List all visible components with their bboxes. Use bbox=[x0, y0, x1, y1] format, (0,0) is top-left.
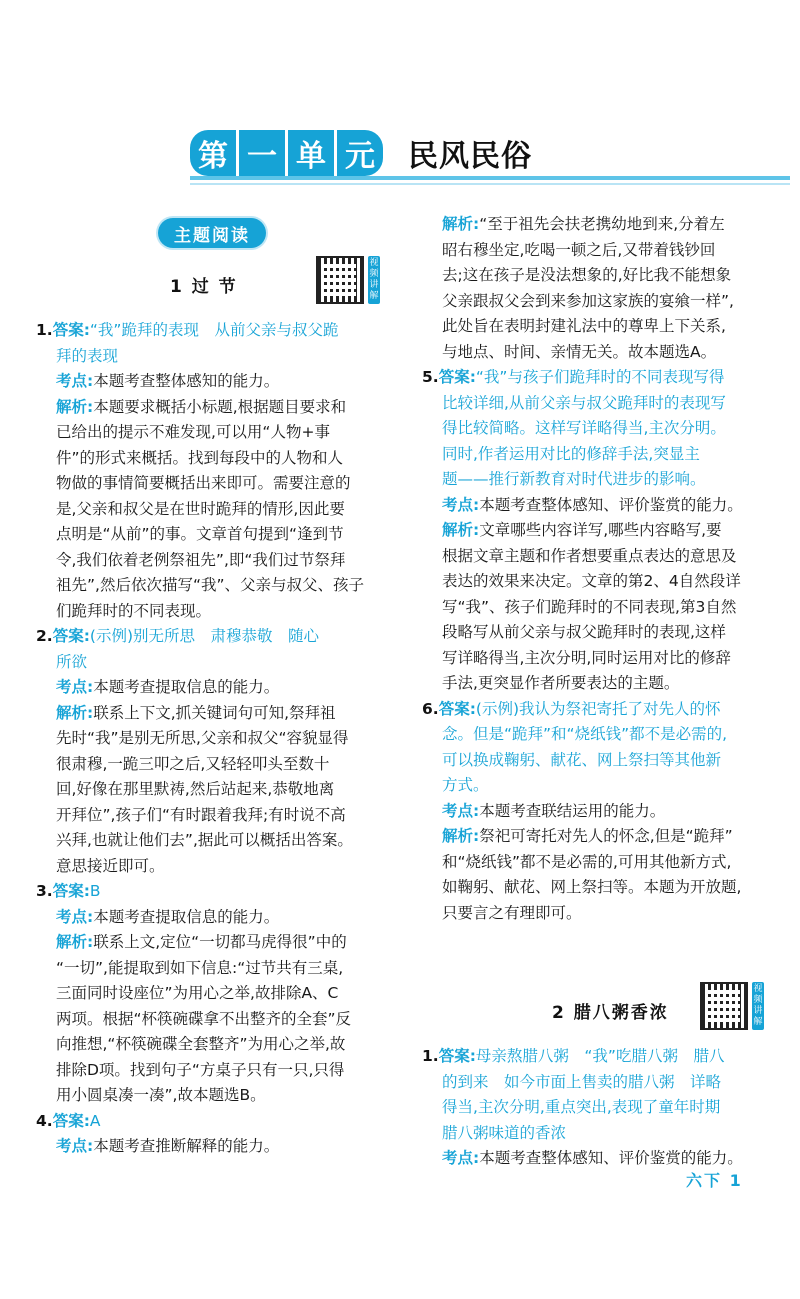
question-3-point: 考点:本题考查提取信息的能力。 bbox=[56, 907, 280, 926]
analysis-line: 只要言之有理即可。 bbox=[442, 903, 582, 922]
question-3-answer: 3.答案:B bbox=[36, 882, 101, 900]
qr-code-icon[interactable] bbox=[316, 256, 364, 304]
analysis-line: 先时“我”是别无所思,父亲和叔父“容貌显得 bbox=[56, 729, 349, 747]
banner-divider bbox=[190, 176, 790, 180]
analysis-line: 父亲跟叔父会到来参加这家族的宴飨一样”, bbox=[442, 291, 734, 310]
right-column bbox=[422, 212, 784, 926]
unit-char: 单 bbox=[288, 130, 334, 176]
lesson-1-title: 1 过 节 bbox=[170, 277, 238, 297]
analysis-line: 写详略得当,主次分明,同时运用对比的修辞 bbox=[442, 648, 731, 667]
analysis-line: 点明是“从前”的事。文章首句提到“逢到节 bbox=[56, 525, 344, 543]
question-6-analysis: 解析:祭祀可寄托对先人的怀念,但是“跪拜” bbox=[442, 827, 733, 845]
qr-code-icon[interactable] bbox=[700, 982, 748, 1030]
unit-char: 一 bbox=[239, 130, 285, 176]
analysis-line: “一切”,能提取到如下信息:“过节共有三桌, bbox=[56, 958, 344, 977]
analysis-line: 很肃穆,一跪三叩之后,又轻轻叩头至数十 bbox=[56, 754, 330, 773]
lesson-2-block bbox=[422, 1044, 784, 1172]
unit-char: 第 bbox=[190, 130, 236, 176]
answer-line: 方式。 bbox=[442, 776, 489, 794]
left-column bbox=[36, 318, 410, 1160]
lesson-2-question-1-point: 考点:本题考查整体感知、评价鉴赏的能力。 bbox=[442, 1149, 743, 1167]
answer-line: 的到来 如今市面上售卖的腊八粥 详略 bbox=[442, 1072, 722, 1091]
analysis-line: 是,父亲和叔父是在世时跪拜的情形,因此要 bbox=[56, 499, 345, 518]
question-1-point: 考点:本题考查整体感知的能力。 bbox=[56, 372, 280, 390]
theme-reading-badge: 主题阅读 bbox=[158, 218, 266, 248]
analysis-line: 根据文章主题和作者想要重点表达的意思及 bbox=[442, 546, 737, 565]
lesson-2-title: 2 腊八粥香浓 bbox=[552, 1003, 669, 1023]
question-2-answer: 2.答案:(示例)别无所思 肃穆恭敬 随心 bbox=[36, 627, 319, 645]
page-number: 六下 1 bbox=[686, 1171, 743, 1190]
question-1-analysis: 解析:本题要求概括小标题,根据题目要求和 bbox=[56, 397, 347, 416]
unit-banner bbox=[190, 130, 532, 176]
video-explain-label: 视频讲解 bbox=[368, 256, 380, 304]
analysis-line: 写“我”、孩子们跪拜时的不同表现,第3自然 bbox=[442, 597, 737, 616]
analysis-line: 向推想,“杯筷碗碟全套整齐”为用心之举,故 bbox=[56, 1035, 346, 1053]
answer-line: 得当,主次分明,重点突出,表现了童年时期 bbox=[442, 1098, 721, 1116]
question-1-answer: 1.答案:“我”跪拜的表现 从前父亲与叔父跪 bbox=[36, 321, 339, 339]
lesson-2-question-1-answer: 1.答案:母亲熬腊八粥 “我”吃腊八粥 腊八 bbox=[422, 1047, 725, 1065]
analysis-line: 如鞠躬、献花、网上祭扫等。本题为开放题, bbox=[442, 878, 742, 896]
answer-line: 念。但是“跪拜”和“烧纸钱”都不是必需的, bbox=[442, 725, 728, 743]
question-2-point: 考点:本题考查提取信息的能力。 bbox=[56, 678, 280, 696]
analysis-line: 件”的形式来概括。找到每段中的人物和人 bbox=[56, 448, 344, 467]
answer-line: 比较详细,从前父亲与叔父跪拜时的表现写 bbox=[442, 393, 726, 412]
analysis-line: 物做的事情简要概括出来即可。需要注意的 bbox=[56, 474, 351, 492]
analysis-line: 兴拜,也就让他们去”,据此可以概括出答案。 bbox=[56, 831, 353, 849]
analysis-line: 意思接近即可。 bbox=[56, 856, 165, 875]
analysis-line: 已给出的提示不难发现,可以用“人物+事 bbox=[56, 423, 330, 441]
question-6-point: 考点:本题考查联结运用的能力。 bbox=[442, 801, 666, 820]
analysis-line: 段略写从前父亲与叔父跪拜时的表现,这样 bbox=[442, 623, 726, 641]
question-3-analysis: 解析:联系上文,定位“一切都马虎得很”中的 bbox=[56, 933, 347, 951]
question-4-point: 考点:本题考查推断解释的能力。 bbox=[56, 1137, 280, 1155]
banner-divider bbox=[190, 183, 790, 185]
analysis-line: 两项。根据“杯筷碗碟拿不出整齐的全套”反 bbox=[56, 1009, 352, 1028]
unit-char: 元 bbox=[337, 130, 383, 176]
analysis-line: 祖先”,然后依次描写“我”、父亲与叔父、孩子 bbox=[56, 576, 365, 594]
answer-line: 所欲 bbox=[56, 652, 88, 671]
question-4-analysis: 解析:“至于祖先会扶老携幼地到来,分着左 bbox=[442, 215, 725, 233]
question-5-point: 考点:本题考查整体感知、评价鉴赏的能力。 bbox=[442, 495, 743, 514]
analysis-line: 手法,更突显作者所要表达的主题。 bbox=[442, 674, 680, 692]
analysis-line: 三面同时设座位”为用心之举,故排除A、C bbox=[56, 984, 339, 1002]
answer-line: 得比较简略。这样写详略得当,主次分明。 bbox=[442, 419, 726, 437]
question-2-analysis: 解析:联系上下文,抓关键词句可知,祭拜祖 bbox=[56, 703, 336, 722]
question-6-answer: 6.答案:(示例)我认为祭祀寄托了对先人的怀 bbox=[422, 699, 721, 718]
analysis-line: 和“烧纸钱”都不是必需的,可用其他新方式, bbox=[442, 852, 732, 871]
analysis-line: 令,我们依着老例祭祖先”,即“我们过节祭拜 bbox=[56, 550, 346, 569]
analysis-line: 回,好像在那里默祷,然后站起来,恭敬地离 bbox=[56, 780, 335, 798]
answer-line: 同时,作者运用对比的修辞手法,突显主 bbox=[442, 444, 700, 463]
unit-title: 民风民俗 bbox=[408, 139, 532, 174]
video-explain-label: 视频讲解 bbox=[752, 982, 764, 1030]
analysis-line: 排除D项。找到句子“方桌子只有一只,只得 bbox=[56, 1060, 345, 1079]
analysis-line: 与地点、时间、亲情无关。故本题选A。 bbox=[442, 342, 717, 361]
analysis-line: 开拜位”,孩子们“有时跟着我拜;有时说不高 bbox=[56, 805, 346, 824]
analysis-line: 此处旨在表明封建礼法中的尊卑上下关系, bbox=[442, 317, 726, 335]
answer-line: 拜的表现 bbox=[56, 346, 119, 365]
answer-line: 题——推行新教育对时代进步的影响。 bbox=[442, 470, 706, 488]
analysis-line: 们跪拜时的不同表现。 bbox=[56, 601, 212, 620]
analysis-line: 去;这在孩子是没法想象的,好比我不能想象 bbox=[442, 266, 732, 284]
answer-line: 可以换成鞠躬、献花、网上祭扫等其他新 bbox=[442, 750, 722, 769]
unit-number bbox=[190, 130, 386, 176]
analysis-line: 用小圆桌凑一凑”,故本题选B。 bbox=[56, 1086, 266, 1104]
question-5-answer: 5.答案:“我”与孩子们跪拜时的不同表现写得 bbox=[422, 368, 725, 386]
question-4-answer: 4.答案:A bbox=[36, 1111, 101, 1130]
answer-line: 腊八粥味道的香浓 bbox=[442, 1123, 567, 1142]
question-5-analysis: 解析:文章哪些内容详写,哪些内容略写,要 bbox=[442, 521, 722, 539]
analysis-line: 昭右穆坐定,吃喝一顿之后,又带着钱钞回 bbox=[442, 240, 716, 259]
analysis-line: 表达的效果来决定。文章的第2、4自然段详 bbox=[442, 572, 741, 590]
